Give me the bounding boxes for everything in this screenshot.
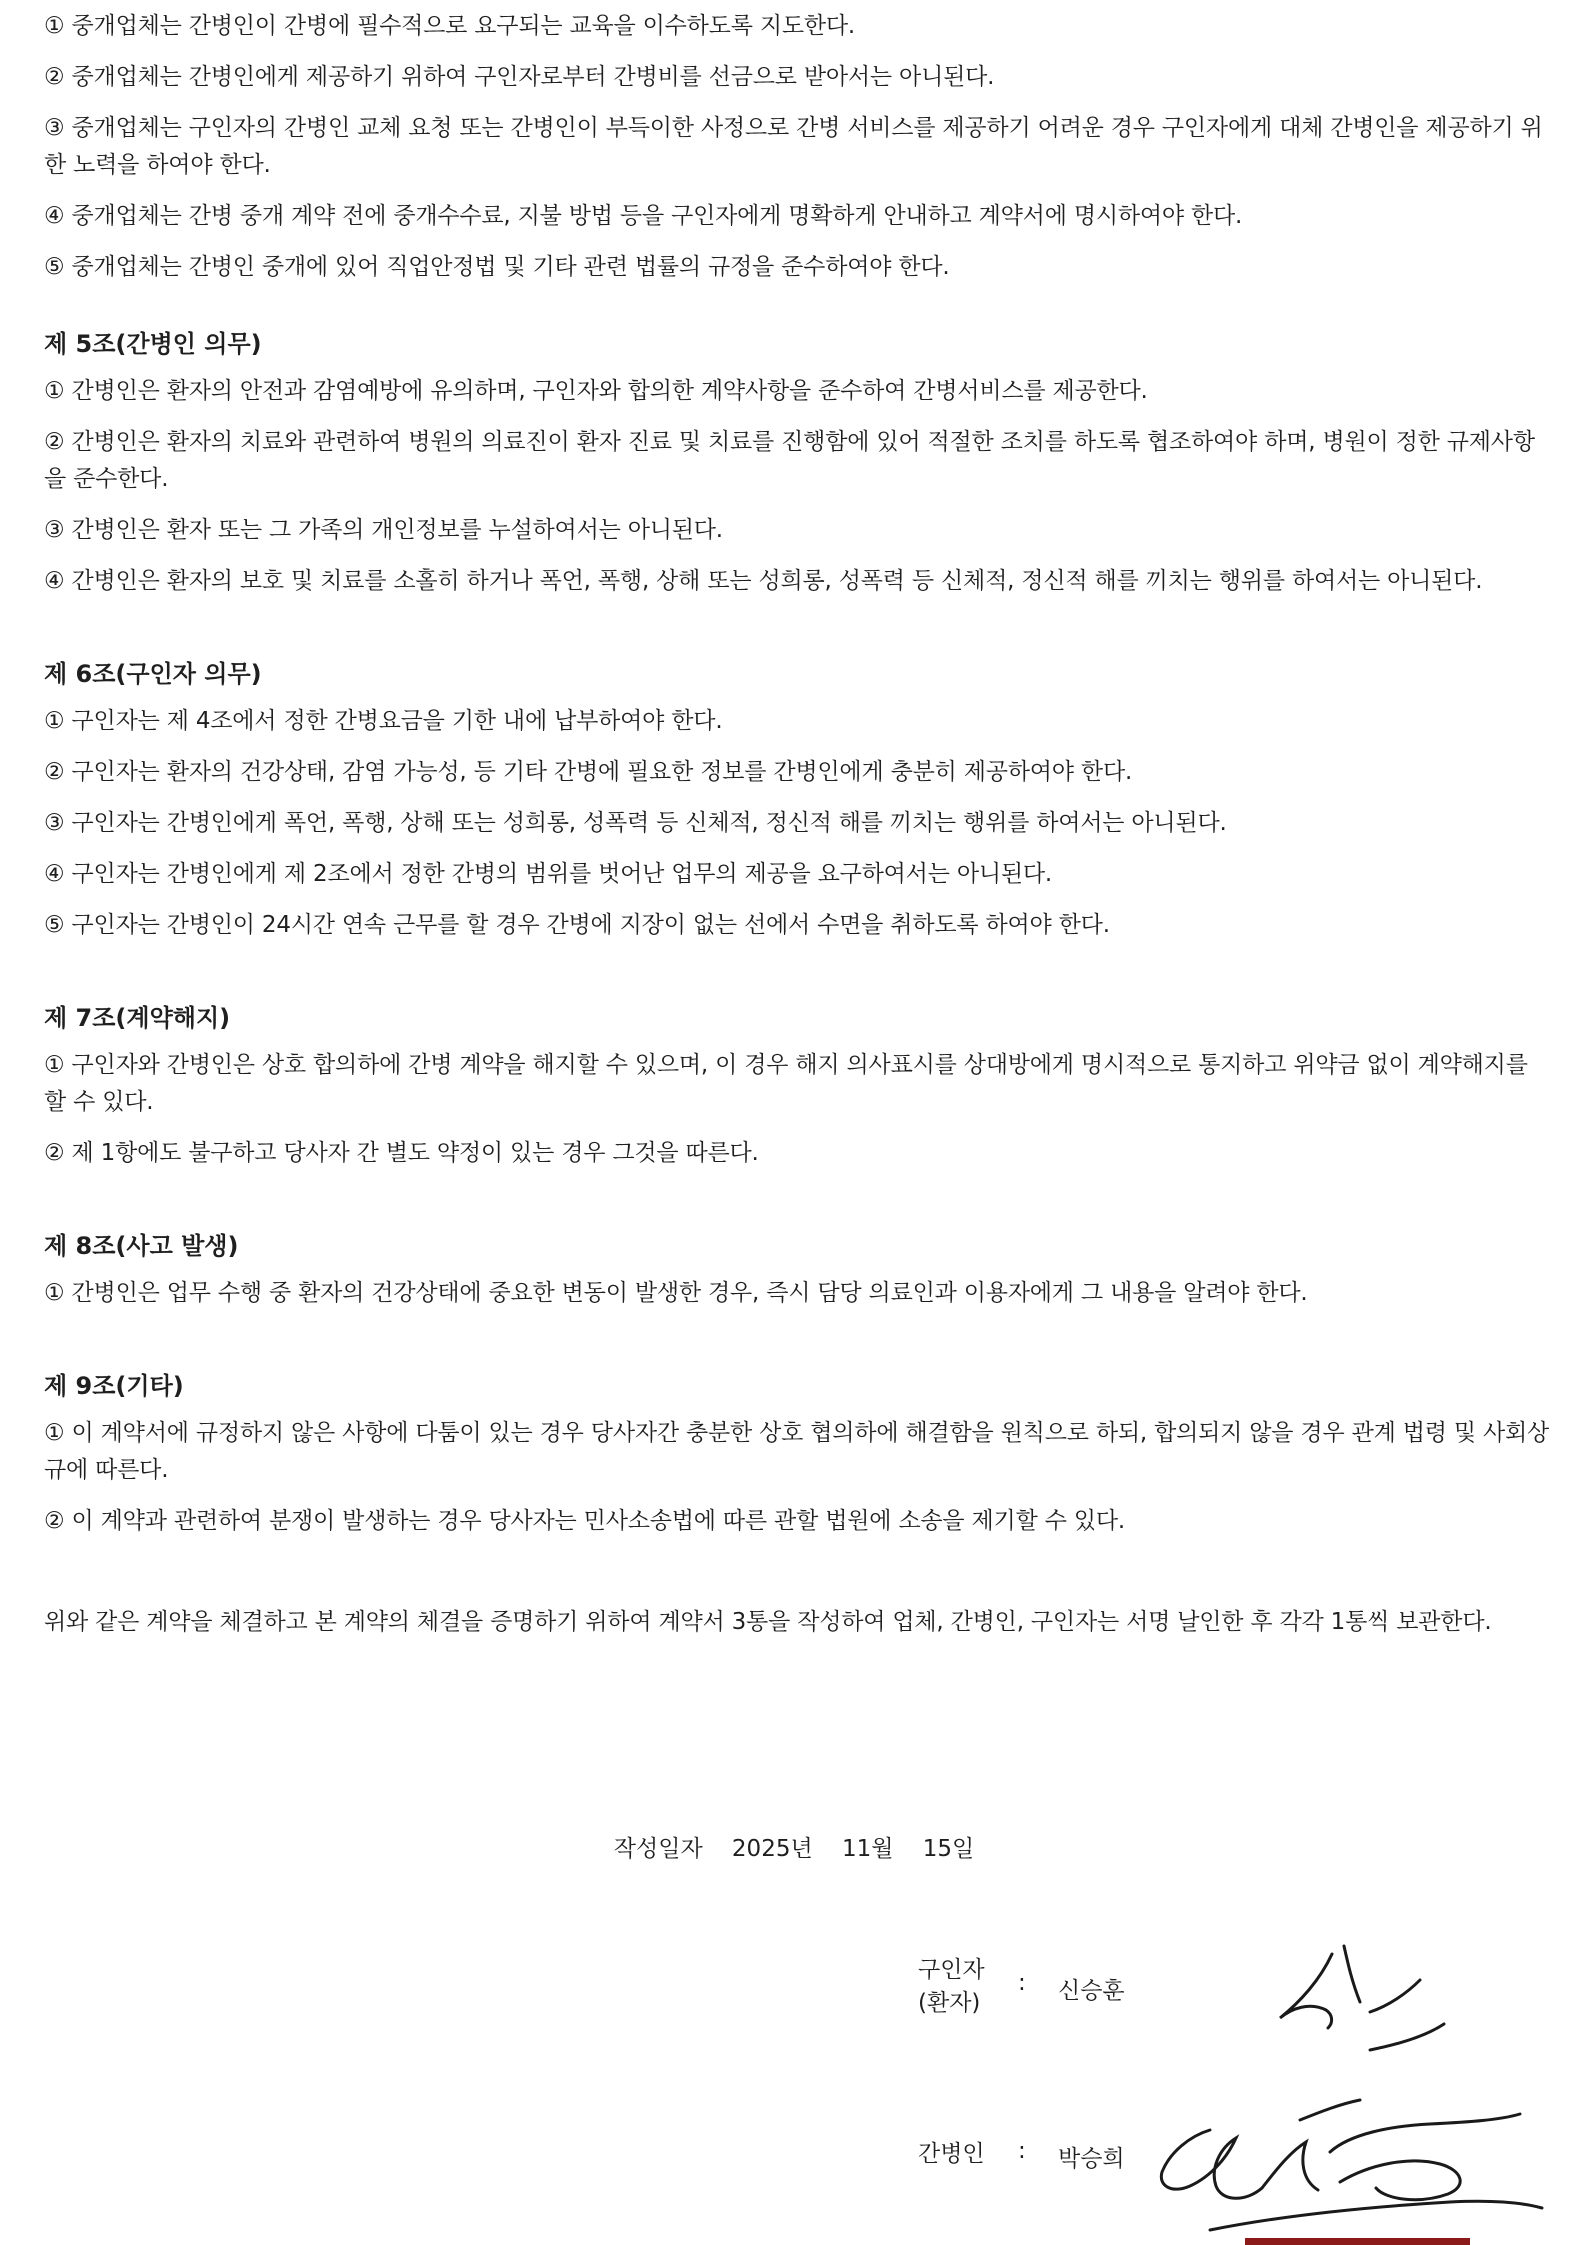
clause: ④ 중개업체는 간병 중개 계약 전에 중개수수료, 지불 방법 등을 구인자에게 명확하게 안내하고 계약서에 명시하여야 한다. — [44, 203, 1243, 229]
clause: ③ 간병인은 환자 또는 그 가족의 개인정보를 누설하여서는 아니된다. — [44, 517, 723, 543]
contract-document — [44, 8, 1554, 1655]
client-signature — [1270, 1940, 1470, 2070]
clause: ⑤ 구인자는 간병인이 24시간 연속 근무를 할 경우 간병에 지장이 없는 선에서 수면을 취하도록 하여야 한다. — [44, 912, 1110, 938]
clause: ② 구인자는 환자의 건강상태, 감염 가능성, 등 기타 간병에 필요한 정보를 간병인에게 충분히 제공하여야 한다. — [44, 759, 1133, 785]
article-heading: 제 9조(기타) — [44, 1372, 184, 1400]
caregiver-colon: : — [1018, 2138, 1026, 2164]
client-label-line2: (환자) — [918, 1990, 981, 2016]
client-label — [918, 1954, 985, 2020]
clause: ② 간병인은 환자의 치료와 관련하여 병원의 의료진이 환자 진료 및 치료를 진행함에 있어 적절한 조치를 하도록 협조하여야 하며, 병원이 정한 규제사항을 준수한다. — [44, 429, 1535, 492]
article-8 — [44, 1228, 1554, 1312]
clause: ② 이 계약과 관련하여 분쟁이 발생하는 경우 당사자는 민사소송법에 따른 관할 법원에 소송을 제기할 수 있다. — [44, 1508, 1125, 1534]
article-heading: 제 8조(사고 발생) — [44, 1232, 239, 1260]
clause: ④ 구인자는 간병인에게 제 2조에서 정한 간병의 범위를 벗어난 업무의 제공을 요구하여서는 아니된다. — [44, 861, 1053, 887]
date-month: 11월 — [841, 1836, 894, 1862]
article-heading: 제 5조(간병인 의무) — [44, 330, 262, 358]
caregiver-label: 간병인 — [918, 2141, 985, 2167]
client-name: 신승훈 — [1058, 1978, 1125, 2004]
date-line — [0, 1830, 1588, 1863]
stamp-edge — [1245, 2238, 1470, 2245]
closing-statement: 위와 같은 계약을 체결하고 본 계약의 체결을 증명하기 위하여 계약서 3통을 작성하여 업체, 간병인, 구인자는 서명 날인한 후 각각 1통씩 보관한다. — [44, 1609, 1492, 1635]
clause: ③ 중개업체는 구인자의 간병인 교체 요청 또는 간병인이 부득이한 사정으로 간병 서비스를 제공하기 어려운 경우 구인자에게 대체 간병인을 제공하기 위한 노력을 하여야 한다. — [44, 115, 1543, 178]
article-5 — [44, 326, 1554, 600]
article-4-continued — [44, 8, 1554, 286]
clause: ① 이 계약서에 규정하지 않은 사항에 다툼이 있는 경우 당사자간 충분한 상호 협의하에 해결함을 원칙으로 하되, 합의되지 않을 경우 관계 법령 및 사회상규에 따른다. — [44, 1420, 1550, 1483]
date-label: 작성일자 — [613, 1836, 703, 1862]
clause: ④ 간병인은 환자의 보호 및 치료를 소홀히 하거나 폭언, 폭행, 상해 또는 성희롱, 성폭력 등 신체적, 정신적 해를 끼치는 행위를 하여서는 아니된다. — [44, 568, 1483, 594]
caregiver-name: 박승희 — [1058, 2146, 1125, 2172]
client-label-line1: 구인자 — [918, 1957, 985, 1983]
date-year: 2025년 — [731, 1836, 813, 1862]
clause: ② 제 1항에도 불구하고 당사자 간 별도 약정이 있는 경우 그것을 따른다. — [44, 1140, 759, 1166]
clause: ⑤ 중개업체는 간병인 중개에 있어 직업안정법 및 기타 관련 법률의 규정을 준수하여야 한다. — [44, 254, 950, 280]
article-heading: 제 6조(구인자 의무) — [44, 660, 262, 688]
client-colon: : — [1018, 1970, 1026, 1996]
article-heading: 제 7조(계약해지) — [44, 1004, 231, 1032]
clause: ① 간병인은 환자의 안전과 감염예방에 유의하며, 구인자와 합의한 계약사항을 준수하여 간병서비스를 제공한다. — [44, 378, 1148, 404]
article-6 — [44, 656, 1554, 944]
article-7 — [44, 1000, 1554, 1172]
article-9 — [44, 1368, 1554, 1540]
caregiver-signature — [1150, 2090, 1550, 2240]
clause: ③ 구인자는 간병인에게 폭언, 폭행, 상해 또는 성희롱, 성폭력 등 신체적, 정신적 해를 끼치는 행위를 하여서는 아니된다. — [44, 810, 1227, 836]
clause: ② 중개업체는 간병인에게 제공하기 위하여 구인자로부터 간병비를 선금으로 받아서는 아니된다. — [44, 64, 995, 90]
clause: ① 간병인은 업무 수행 중 환자의 건강상태에 중요한 변동이 발생한 경우, 즉시 담당 의료인과 이용자에게 그 내용을 알려야 한다. — [44, 1280, 1308, 1306]
date-day: 15일 — [922, 1836, 975, 1862]
clause: ① 구인자는 제 4조에서 정한 간병요금을 기한 내에 납부하여야 한다. — [44, 708, 723, 734]
clause: ① 중개업체는 간병인이 간병에 필수적으로 요구되는 교육을 이수하도록 지도한다. — [44, 13, 856, 39]
clause: ① 구인자와 간병인은 상호 합의하에 간병 계약을 해지할 수 있으며, 이 경우 해지 의사표시를 상대방에게 명시적으로 통지하고 위약금 없이 계약해지를 할 수 있다. — [44, 1052, 1528, 1115]
